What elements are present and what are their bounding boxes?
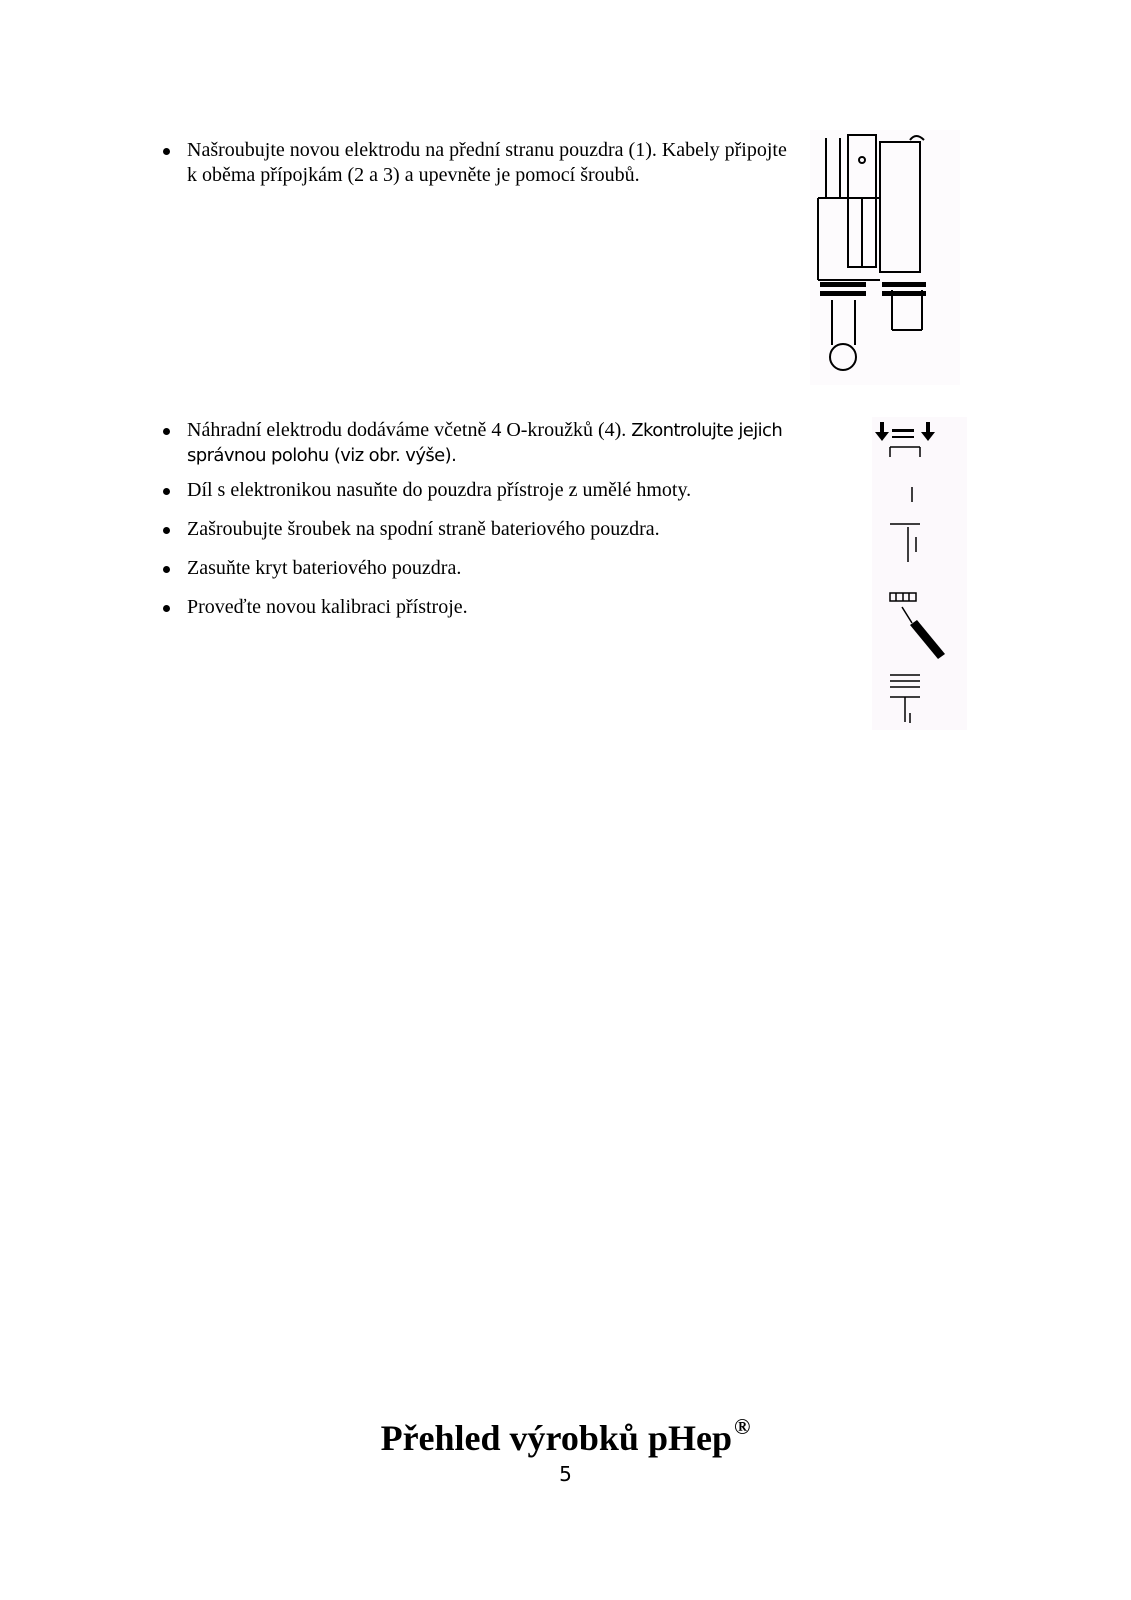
list-item-text: Náhradní elektrodu dodáváme včetně 4 O-kroužků (4). [187, 419, 632, 441]
list-item-note: Zkontrolujte jejich správnou polohu (viz obr. výše). [187, 420, 783, 466]
footer-title [0, 1405, 1131, 1460]
list-item: Zašroubujte šroubek na spodní straně bateriového pouzdra. [160, 517, 850, 542]
list-item: Našroubujte novou elektrodu na přední stranu pouzdra (1). Kabely připojte k oběma přípojkám (2 a 3) a upevněte je pomocí šroubů. [160, 138, 800, 188]
instruction-list-bottom [160, 418, 850, 634]
registered-mark: ® [733, 1414, 751, 1439]
list-item: Zasuňte kryt bateriového pouzdra. [160, 556, 850, 581]
list-item: Proveďte novou kalibraci přístroje. [160, 595, 850, 620]
list-item [160, 418, 850, 468]
assembly-steps-illustration [872, 417, 967, 730]
list-item: Díl s elektronikou nasuňte do pouzdra přístroje z umělé hmoty. [160, 478, 850, 503]
page-number: 5 [559, 1462, 572, 1486]
footer-title-text: Přehled výrobků pHep [380, 1418, 732, 1458]
electrode-assembly-illustration [810, 130, 960, 385]
instruction-list-top [160, 138, 800, 188]
